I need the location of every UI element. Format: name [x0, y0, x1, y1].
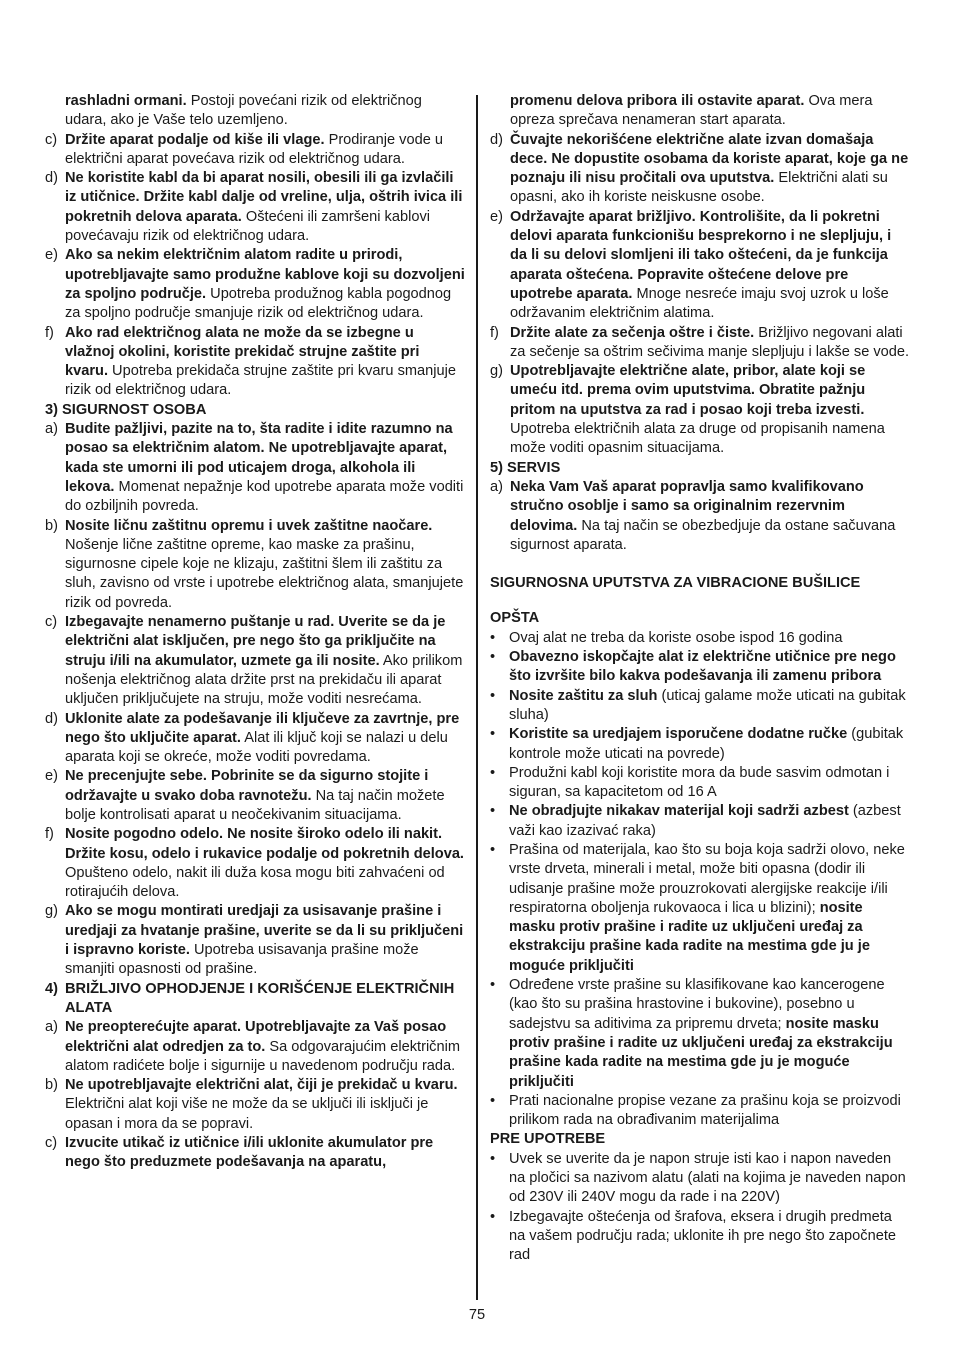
section-heading-before-use: PRE UPOTREBE: [490, 1131, 606, 1148]
bullet-item: • Izbegavajte oštećenja od šrafova, eksera i drugih predmeta na vašem području rada; uklonite ih pre nego što započnete rad: [490, 1208, 896, 1264]
list-item: f) Ako rad električnog alata ne može da se izbegne u vlažnoj okolini, koristite prekidač strujne zaštite pri kvaru. Upotreba prekidača strujne zaštite pri kvaru smanjuje rizik od električnog udara.: [45, 324, 456, 399]
bullet-item: • Prašina od materijala, kao što su boja koja sadrži olovo, neke vrste drveta, minerali i metal, može biti opasna (dodir ili udisanje prašine može prouzrokovati alergijske reakcije i/ili respiratorna oboljenja rukovaoca i lica u blizini); nosite masku protiv prašine i radite uz uključeni uređaj za ekstrakciju prašine kada radite na mestima gde ju je moguće priključiti: [490, 841, 905, 974]
section-heading-drill-safety: SIGURNOSNA UPUTSTVA ZA VIBRACIONE BUŠILICE: [490, 575, 861, 592]
list-item: a) Budite pažljivi, pazite na to, šta radite i idite razumno na posao sa električnim alatom. Ne upotrebljavajte aparat, kada ste umorni ili pod uticajem droga, alkohola ili lekova. Momenat nepažnje kod upotrebe aparata može voditi do ozbiljnih povreda.: [45, 421, 464, 515]
list-item: a) Neka Vam Vaš aparat popravlja samo kvalifikovano stručno osoblje i samo sa originalnim rezervnim delovima. Na taj način se obezbedjuje da ostane sačuvana sigurnost aparata.: [490, 478, 896, 553]
list-item: f) Nosite pogodno odelo. Ne nosite široko odelo ili nakit. Držite kosu, odelo i rukavice podalje od pokretnih delova. Opušteno odelo, nakit ili duža kosa mogu biti zahvaćeni od rotirajućih delova.: [45, 826, 464, 901]
list-item: d) Ne koristite kabl da bi aparat nosili, obesili ili ga izvlačili iz utičnice. Držite kabl dalje od vreline, ulja, oštrih ivica ili pokretnih delova aparata. Oštećeni ili zamršeni kablovi povećavaju rizik od električnog udara.: [45, 170, 463, 245]
page-number: 75: [468, 1307, 486, 1323]
intro-paragraph: rashladni ormani. Postoji povećani rizik od električnog udara, ako je Vaše telo uzemljeno.: [65, 93, 422, 129]
right-column: [490, 92, 910, 1266]
list-item: e) Održavajte aparat brižljivo. Kontrolišite, da li pokretni delovi aparata funkcionišu besprekorno i ne slepljuju, i da li su delovi slomljeni ili tako oštećeni, da je funkcija aparata oštećena. Popravite oštećene delove pre upotrebe aparata. Mnoge nesreće imaju svoj uzrok u loše održavanim električnim alatima.: [490, 208, 892, 322]
left-column: [45, 92, 465, 1173]
bullet-item: • Uvek se uverite da je napon struje isti kao i napon naveden na pločici sa nazivom alatu (alati na kojima je naveden napon od 230V ili 240V mogu da rade i na 220V): [490, 1150, 906, 1206]
bullet-item: • Ne obradjujte nikakav materijal koji sadrži azbest (azbest važi kao izazivać raka): [490, 803, 901, 839]
list-item: c) Držite aparat podalje od kiše ili vlage. Prodiranje vode u električni aparat povećava rizik od električnog udara.: [45, 131, 443, 167]
bullet-item: • Prati nacionalne propise vezane za prašinu koja se proizvodi prilikom rada na obrađivanim materijalima: [490, 1092, 901, 1129]
list-item: a) Ne preopterećujte aparat. Upotrebljavajte za Vaš posao električni alat odredjen za to. Sa odgovarajućim električnim alatom radićete bolje i sigurnije u navedenom području rada.: [45, 1019, 460, 1074]
bullet-item: • Ovaj alat ne treba da koriste osobe ispod 16 godina: [490, 629, 843, 646]
list-item: g) Upotrebljavajte električne alate, pribor, alate koji se umeću itd. prema ovim uputstvima. Obratite pažnju pritom na uputstva za rad i posao koji treba izvesti. Upotreba električnih alata za druge od propisanih namena može voditi opasnim situacijama.: [490, 363, 885, 457]
list-item: d) Čuvajte nekorišćene električne alate izvan domašaja dece. Ne dopustite osobama da koriste aparat, koje ga ne poznaju ili nisu pročitali ova uputstva. Električni alati su opasni, ako ih koriste neiskusne osobe.: [490, 131, 909, 206]
bullet-item: • Koristite sa uredjajem isporučene dodatne ručke (gubitak kontrole može uticati na povrede): [490, 726, 904, 762]
section-heading-tool-use: 4) BRIŽLJIVO OPHODJENJE I KORIŠĆENJE ELEKTRIČNIH ALATA: [45, 980, 455, 1016]
section-heading-general: OPŠTA: [490, 610, 540, 627]
continued-paragraph: promenu delova pribora ili ostavite aparat. Ova mera opreza sprečava nenameran start aparata.: [510, 93, 873, 129]
list-item: b) Ne upotrebljavajte električni alat, čiji je prekidač u kvaru. Električni alat koji više ne može da se uključi ili isključi je opasan i mora da se popravi.: [45, 1077, 458, 1132]
section-heading-personal-safety: 3) SIGURNOST OSOBA: [45, 401, 207, 418]
bullet-item: • Nosite zaštitu za sluh (uticaj galame može uticati na gubitak sluha): [490, 687, 906, 723]
list-item: e) Ako sa nekim električnim alatom radite u prirodi, upotrebljavajte samo produžne kablove koji su dozvoljeni za spoljno područje. Upotreba produžnog kabla pogodnog za spoljno područje smanjuje rizik od električnog udara.: [45, 247, 465, 322]
list-item: d) Uklonite alate za podešavanje ili ključeve za zavrtnje, pre nego što uključite aparat. Alat ili ključ koji se nalazi u delu aparata koji se okreće, može voditi povredama.: [45, 710, 460, 766]
list-item: c) Izvucite utikač iz utičnice i/ili uklonite akumulator pre nego što preduzmete podešavanja na aparatu,: [45, 1135, 434, 1171]
list-item: b) Nosite ličnu zaštitnu opremu i uvek zaštitne naočare. Nošenje lične zaštitne opreme, kao maske za prašinu, sigurnosne cipele koje ne klizaju, zaštitni šlem ili zaštitu za sluh, zavisno od vrste i upotrebe električnog alata, smanjujete rizik od povreda.: [45, 517, 464, 611]
bullet-item: • Produžni kabl koji koristite mora da bude sasvim odmotan i siguran, sa kapacitetom od 16 A: [490, 764, 890, 801]
list-item: g) Ako se mogu montirati uredjaji za usisavanje prašine i uredjaji za hvatanje prašine, uverite se da li su priključeni i ispravno koriste. Upotreba usisavanja prašine može smanjiti opasnosti od prašine.: [45, 903, 464, 978]
list-item: c) Izbegavajte nenamerno puštanje u rad. Uverite se da je električni alat isključen, pre nego što ga priključite na struju i/ili na akumulator, uzmete ga ili nosite. Ako prilikom nošenja električnog alata držite prst na prekidaču ili aparat uključen priključujete na struju, može voditi nesrećama.: [45, 614, 463, 708]
column-divider: [476, 95, 478, 1300]
list-item: f) Držite alate za sečenja oštre i čiste. Brižljivo negovani alati za sečenje sa oštrim sečivima manje slepljuju i lakše se vode.: [490, 324, 910, 360]
bullet-item: • Određene vrste prašine su klasifikovane kao kancerogene (kao što su prašina hrastovine i bukovine), posebno u sadejstvu sa aditivima za pripremu drveta; nosite masku protiv prašine i radite uz uključeni uređaj za ekstrakciju prašine kada radite na mestima gde ju je moguće priključiti: [490, 977, 893, 1090]
section-heading-service: 5) SERVIS: [490, 459, 561, 476]
bullet-item: • Obavezno iskopčajte alat iz električne utičnice pre nego što izvršite bilo kakva podešavanja ili zamenu pribora: [490, 649, 896, 685]
list-item: e) Ne precenjujte sebe. Pobrinite se da sigurno stojite i održavajte u svako doba ravnotežu. Na taj način možete bolje kontrolisati aparat u neočekivanim situacijama.: [45, 768, 445, 823]
